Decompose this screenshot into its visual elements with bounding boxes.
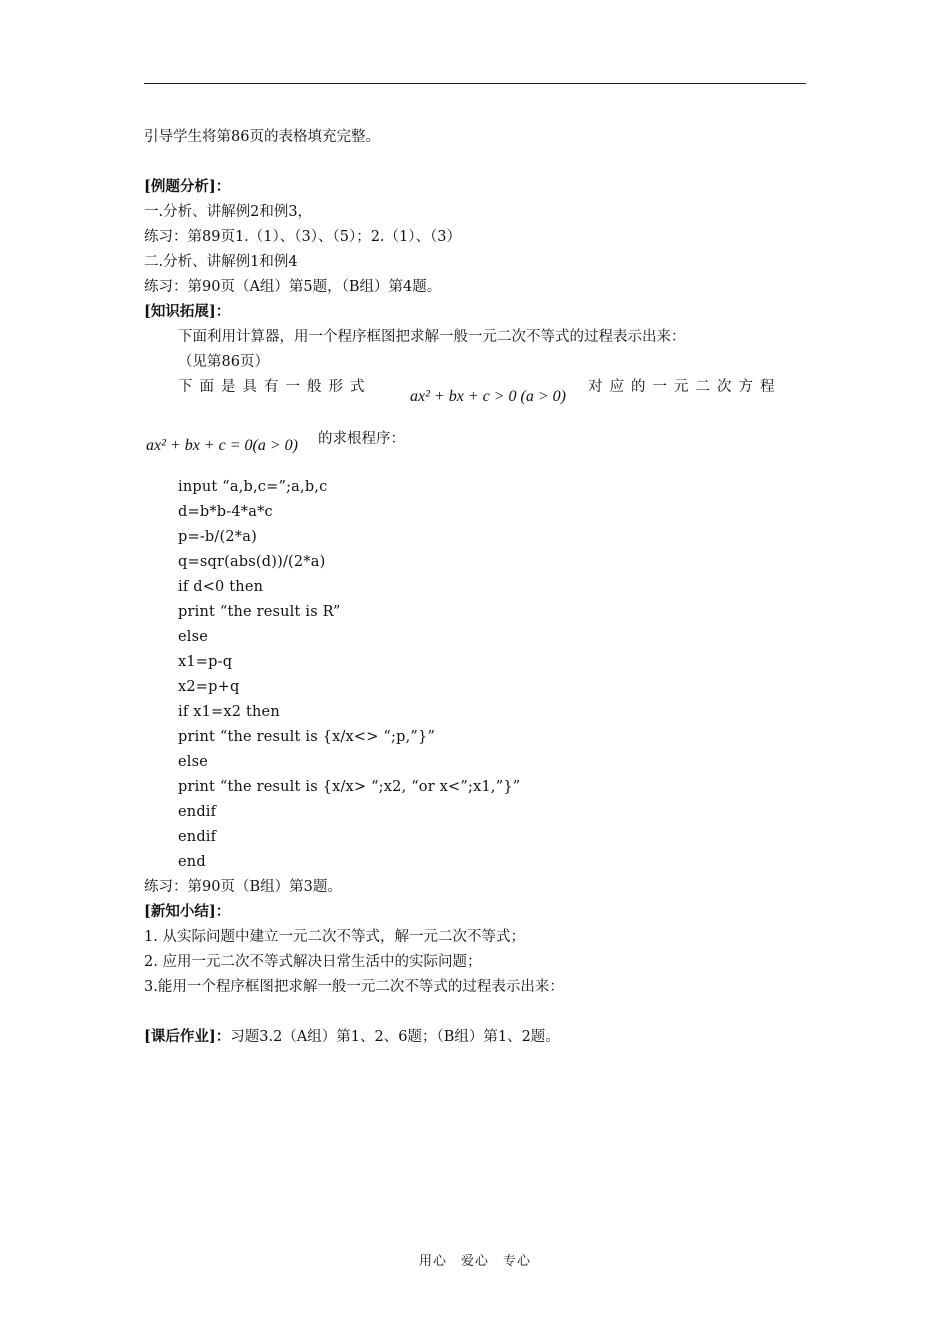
program-line: if d<0 then: [178, 579, 264, 595]
summary-line-1: 1. 从实际问题中建立一元二次不等式，解一元二次不等式；: [144, 929, 525, 945]
extension-line-3-left: 下面是具有一般形式: [178, 379, 372, 395]
examples-line-3: 二.分析、讲解例1和例4: [144, 254, 298, 270]
summary-line-2: 2. 应用一元二次不等式解决日常生活中的实际问题；: [144, 954, 482, 970]
program-line: x1=p-q: [178, 654, 233, 670]
homework-text: 习题3.2（A组）第1、2、6题；（B组）第1、2题。: [230, 1029, 560, 1045]
examples-line-4: 练习：第90页（A组）第5题，（B组）第4题。: [144, 279, 442, 295]
program-line: input “a,b,c=”;a,b,c: [178, 479, 328, 495]
equation-formula: ax² + bx + c = 0(a > 0): [146, 437, 298, 454]
page-footer: 用心 爱心 专心: [418, 1254, 531, 1269]
summary-heading: [新知小结]：: [144, 903, 231, 920]
extension-line-2: （见第86页）: [178, 354, 269, 370]
program-line: x2=p+q: [178, 679, 240, 695]
extension-line-4-right: 的求根程序：: [318, 431, 405, 447]
program-line: endif: [178, 829, 217, 845]
header-rule: [144, 83, 806, 84]
extension-line-1: 下面利用计算器，用一个程序框图把求解一般一元二次不等式的过程表示出来：: [178, 329, 686, 345]
extension-heading: [知识拓展]：: [144, 303, 231, 320]
homework-line: [144, 1028, 560, 1046]
program-line: end: [178, 854, 206, 870]
extension-line-3-right: 对应的一元二次方程: [588, 379, 782, 395]
program-line: print “the result is {x/x<> “;p,”}”: [178, 729, 436, 745]
homework-heading: [课后作业]：: [144, 1028, 231, 1045]
intro-text: 引导学生将第86页的表格填充完整。: [144, 129, 380, 145]
program-line: if x1=x2 then: [178, 704, 280, 720]
examples-heading: [例题分析]：: [144, 178, 231, 195]
inequality-formula: ax² + bx + c > 0 (a > 0): [410, 388, 566, 405]
program-line: print “the result is {x/x> “;x2, “or x<”;x1,”}”: [178, 779, 521, 795]
program-line: q=sqr(abs(d))/(2*a): [178, 554, 326, 570]
program-line: else: [178, 629, 209, 645]
program-line: print “the result is R”: [178, 604, 341, 620]
program-line: d=b*b-4*a*c: [178, 504, 273, 520]
program-line: endif: [178, 804, 217, 820]
examples-line-1: 一.分析、讲解例2和例3，: [144, 204, 313, 220]
practice-2: 练习：第90页（B组）第3题。: [144, 879, 342, 895]
program-line: else: [178, 754, 209, 770]
examples-line-2: 练习：第89页1.（1）、（3）、（5）；2.（1）、（3）: [144, 229, 461, 245]
program-line: p=-b/(2*a): [178, 529, 257, 545]
summary-line-3: 3.能用一个程序框图把求解一般一元二次不等式的过程表示出来：: [144, 979, 564, 995]
